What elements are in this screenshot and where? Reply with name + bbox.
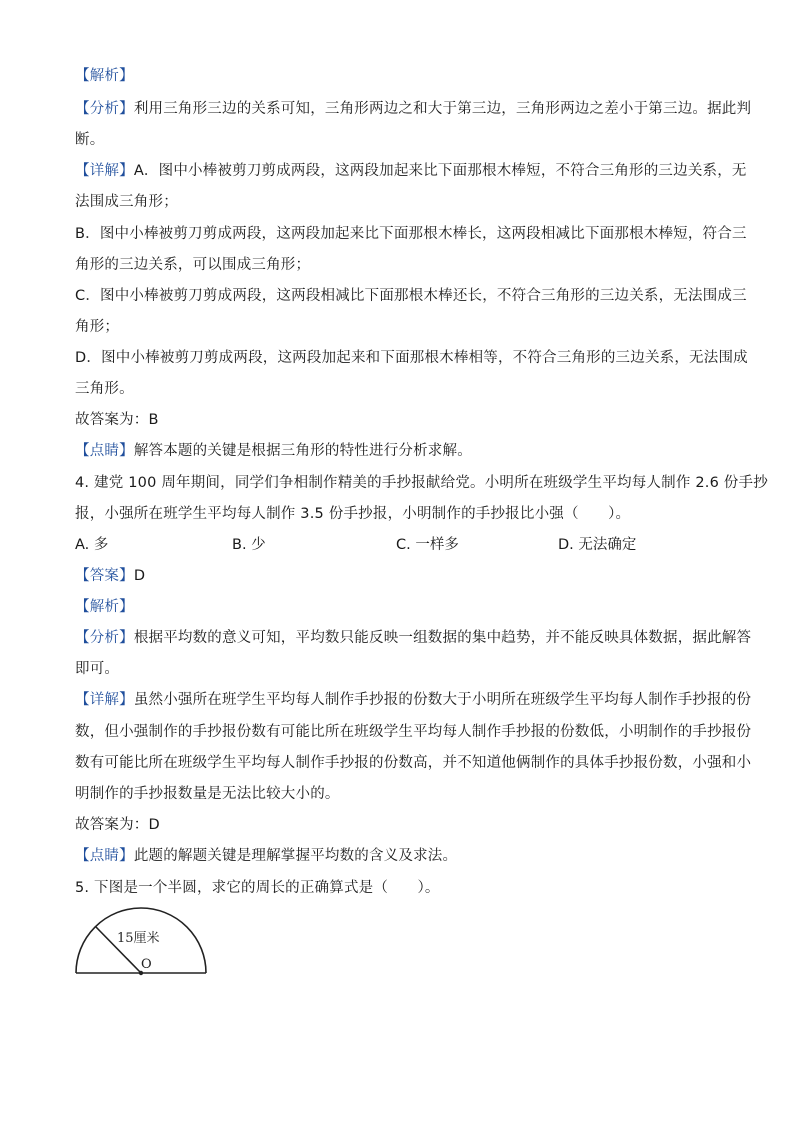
option-c-explain-line-1: C．图中小棒被剪刀剪成两段，这两段相减比下面那根木棒还长，不符合三角形的三边关系，无法围成三 (75, 288, 747, 304)
xiangjie-line-4-q4: 明制作的手抄报数量是无法比较大小的。 (75, 786, 340, 802)
answer-line: 故答案为：B (75, 412, 159, 428)
dianjing-line (75, 441, 725, 461)
semicircle-figure (70, 905, 212, 980)
question-4-line-1: 4. 建党 100 周年期间，同学们争相制作精美的手抄报献给党。小明所在班级学生平均每人制作 2.6 份手抄 (75, 475, 768, 491)
option-d: D. 无法确定 (558, 537, 637, 553)
fenxi-line-1-q4 (75, 628, 752, 648)
xiangjie-line-2: 法围成三角形； (75, 194, 178, 210)
fenxi-text-q4: 根据平均数的意义可知，平均数只能反映一组数据的集中趋势，并不能反映具体数据，据此解答 (133, 630, 752, 646)
dianjing-tag-q4: 【点睛】 (75, 848, 134, 864)
center-label: O (141, 957, 152, 972)
xiangjie-line-1 (75, 161, 747, 181)
answer-line-q4 (75, 566, 725, 586)
dianjing-text: 解答本题的关键是根据三角形的特性进行分析求解。 (133, 443, 472, 459)
xiangjie-tag: 【详解】 (75, 163, 134, 179)
xiangjie-line-1-q4 (75, 690, 752, 710)
xiangjie-text-q4: 虽然小强所在班学生平均每人制作手抄报的份数大于小明所在班级学生平均每人制作手抄报的份 (133, 692, 752, 708)
xiangjie-line-3-q4: 数有可能比所在班级学生平均每人制作手抄报的份数高，并不知道他俩制作的具体手抄报份数，小强和小 (75, 755, 752, 771)
dianjing-line-q4 (75, 846, 725, 866)
radius-label: 15厘米 (117, 931, 160, 946)
section-tag-jiexi-q4: 【解析】 (75, 599, 134, 615)
option-d-explain-line-1: D．图中小棒被剪刀剪成两段，这两段加起来和下面那根木棒相等，不符合三角形的三边关系，无法围成 (75, 350, 748, 366)
xiangjie-text: A．图中小棒被剪刀剪成两段，这两段加起来比下面那根木棒短，不符合三角形的三边关系，无 (133, 163, 747, 179)
fenxi-tag-q4: 【分析】 (75, 630, 134, 646)
fenxi-line-2-q4: 即可。 (75, 661, 120, 677)
option-a: A. 多 (75, 537, 109, 553)
question-4-line-2: 报，小强所在班学生平均每人制作 3.5 份手抄报，小明制作的手抄报比小强（ ）。 (75, 506, 631, 522)
option-b-explain-line-1: B．图中小棒被剪刀剪成两段，这两段加起来比下面那根木棒长，这两段相减比下面那根木棒短，符合三 (75, 226, 747, 242)
answer-tag: 【答案】 (75, 568, 134, 584)
fenxi-text: 利用三角形三边的关系可知，三角形两边之和大于第三边，三角形两边之差小于第三边。据此判 (133, 101, 752, 117)
answer-line-final-q4: 故答案为：D (75, 817, 160, 833)
question-5-line-1: 5. 下图是一个半圆，求它的周长的正确算式是（ ）。 (75, 880, 440, 896)
dianjing-tag: 【点睛】 (75, 443, 134, 459)
xiangjie-tag-q4: 【详解】 (75, 692, 134, 708)
option-c: C. 一样多 (396, 537, 459, 553)
fenxi-line-1 (75, 99, 752, 119)
option-d-explain-line-2: 三角形。 (75, 381, 134, 397)
fenxi-line-2: 断。 (75, 132, 105, 148)
dianjing-text-q4: 此题的解题关键是理解掌握平均数的含义及求法。 (133, 848, 458, 864)
answer-value: D (133, 568, 146, 584)
fenxi-tag: 【分析】 (75, 101, 134, 117)
option-b-explain-line-2: 角形的三边关系，可以围成三角形； (75, 257, 311, 273)
option-b: B. 少 (232, 537, 266, 553)
option-c-explain-line-2: 角形； (75, 319, 120, 335)
section-tag-jiexi: 【解析】 (75, 68, 134, 84)
xiangjie-line-2-q4: 数，但小强制作的手抄报份数有可能比所在班级学生平均每人制作手抄报的份数低，小明制作的手抄报份 (75, 724, 752, 740)
